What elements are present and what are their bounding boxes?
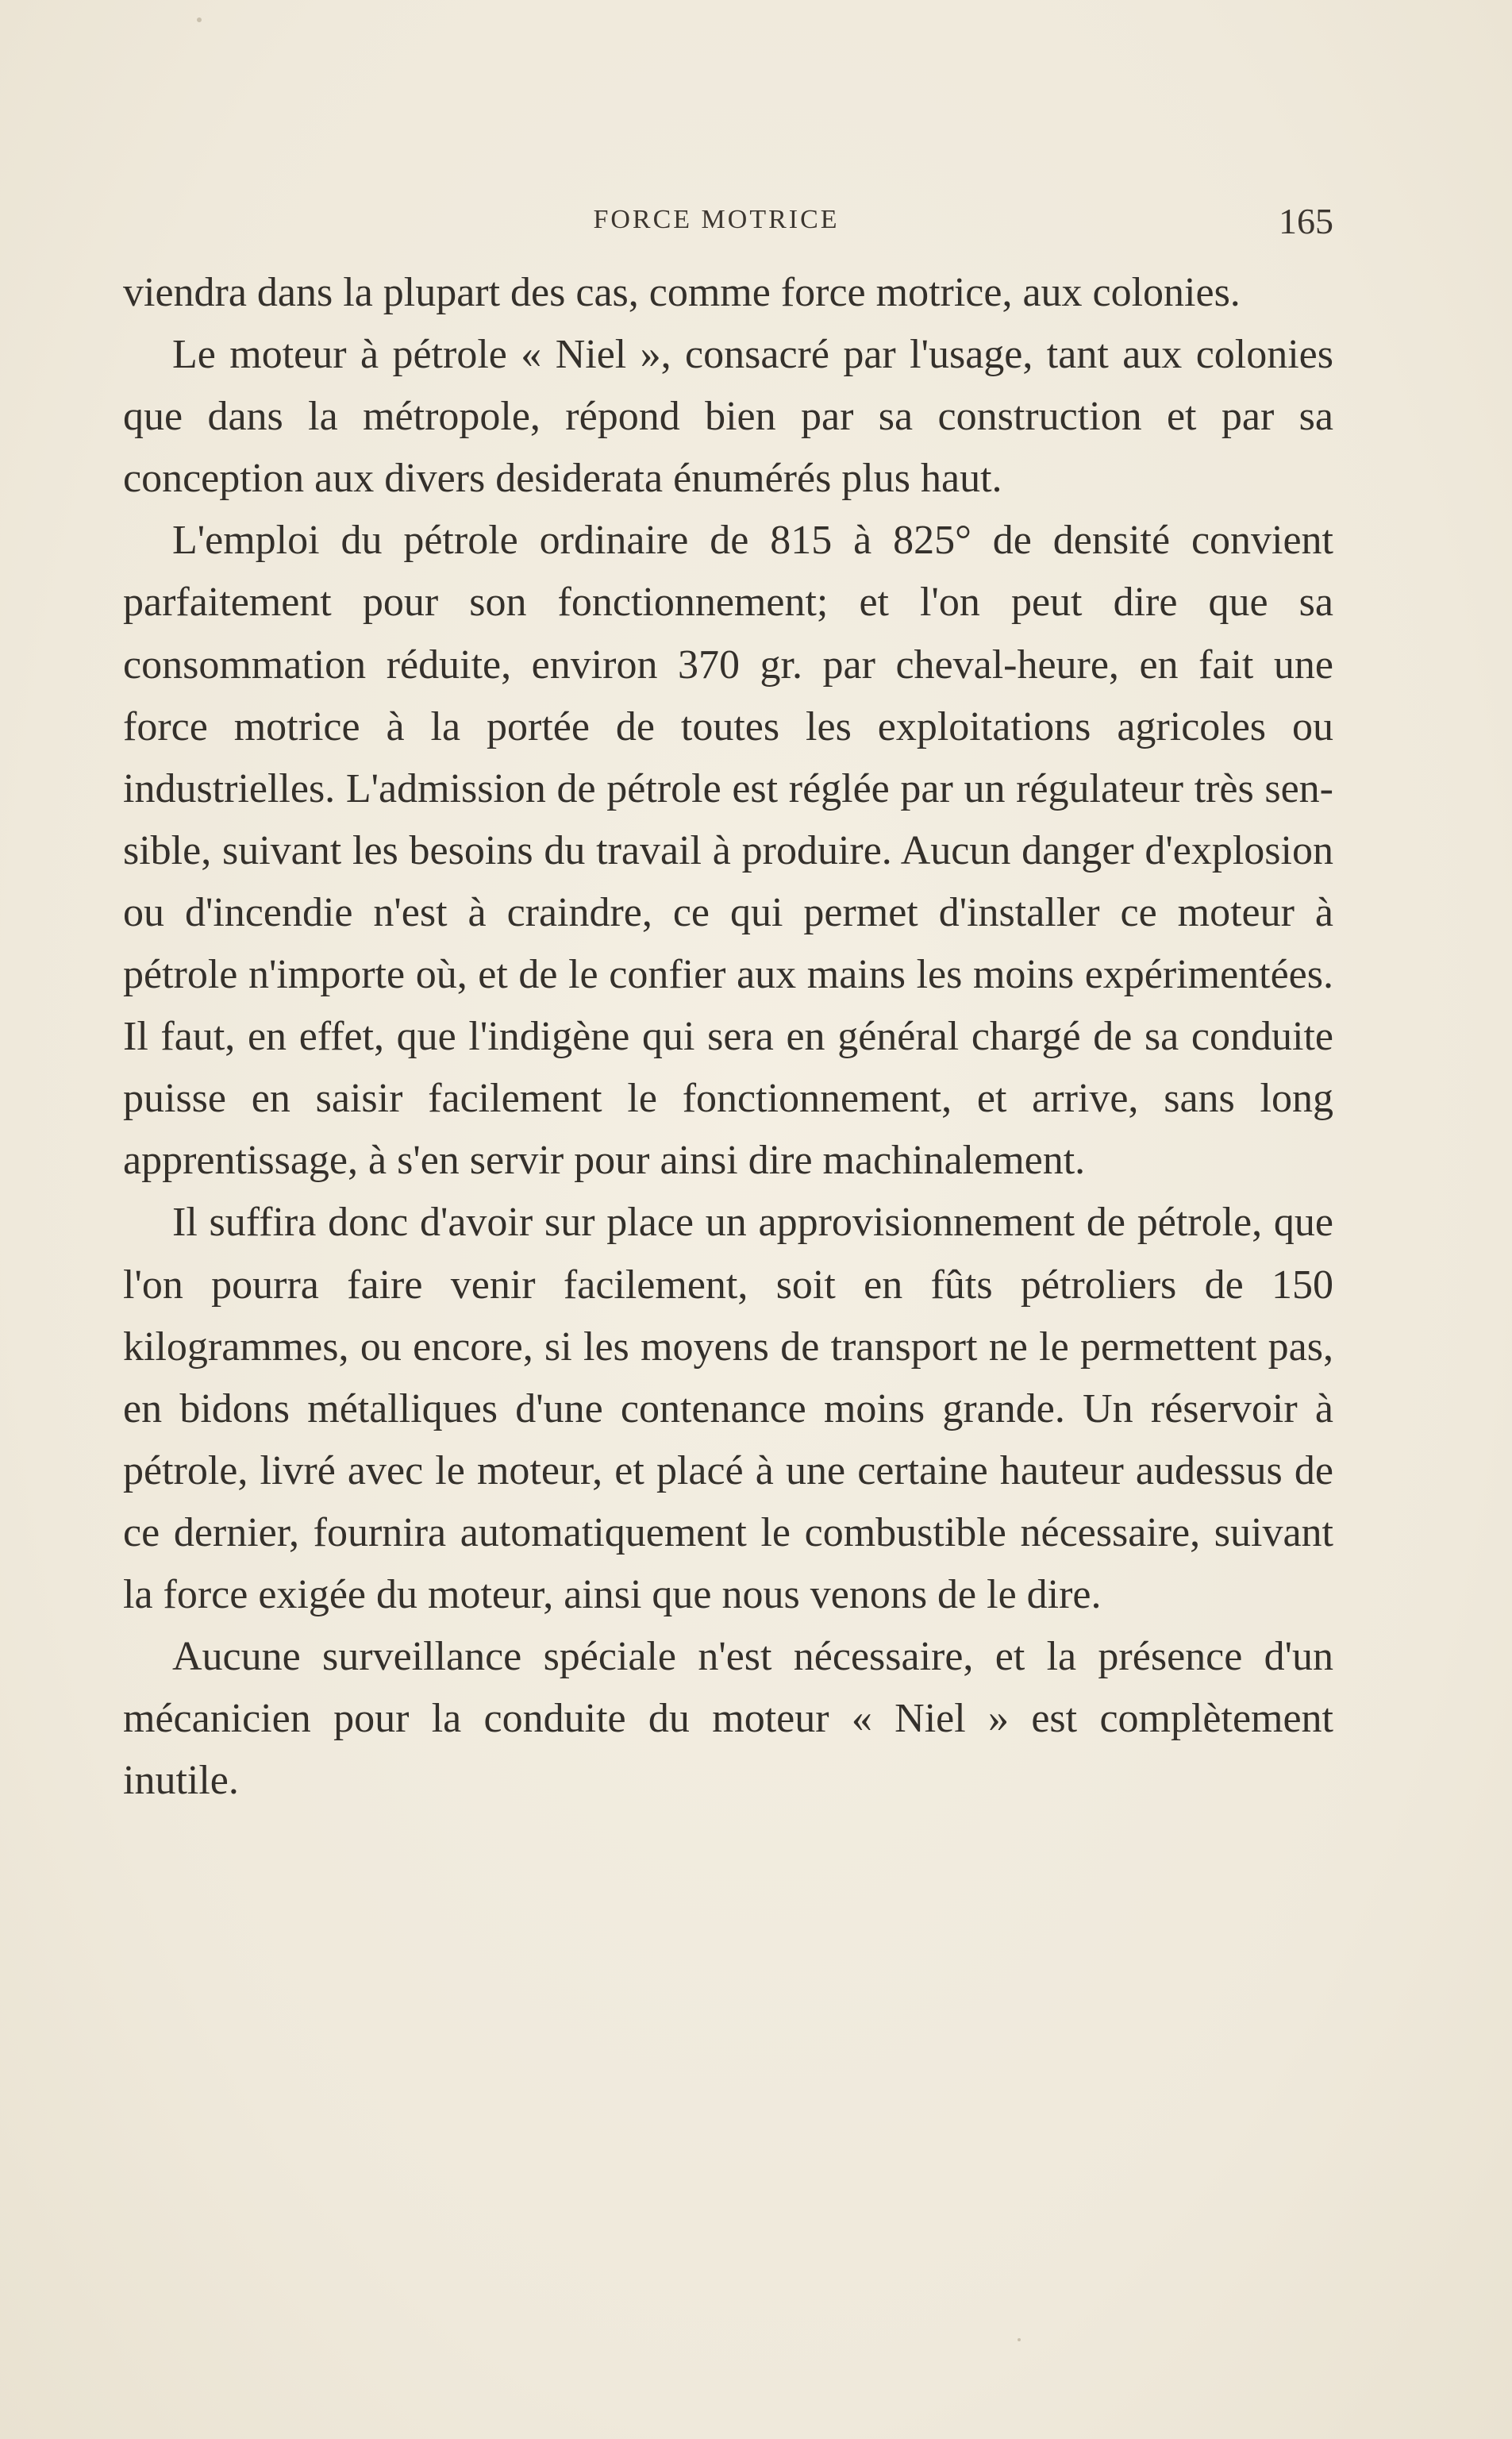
body-text [123,262,1333,1812]
paragraph: Aucune surveillance spéciale n'est nécessaire, et la présence d'un mécanicien pour la conduite du moteur « Niel » est complètement inutile. [123,1634,1333,1804]
paragraph: L'emploi du pétrole ordinaire de 815 à 825° de densité convient parfaitement pour son fonctionnement; et l'on peut dire que sa consommation réduite, environ 370 gr. par cheval-heure, en fait une force motrice à la portée de toutes les exploitations agricoles ou industrielles. L'admission de pétrole est réglée par un régulateur très sensible, suivant les besoins du travail à produire. Aucun danger d'explosion ou d'incendie n'est à craindre, ce qui permet d'installer ce moteur à pétrole n'importe où, et de le confier aux mains les moins expérimentées. Il faut, en effet, que l'indigène qui sera en général chargé de sa conduite puisse en saisir facilement le fonctionnement, et arrive, sans long apprentissage, à s'en servir pour ainsi dire machinalement. [123,518,1333,1184]
page-number: 165 [1279,201,1333,241]
running-title: FORCE MOTRICE [593,205,840,234]
page-speck [197,17,202,22]
page-speck [1018,2338,1021,2341]
page-header [123,197,1333,245]
paragraph: Le moteur à pétrole « Niel », consacré par l'usage, tant aux colonies que dans la métropole, répond bien par sa construction et par sa conception aux divers desiderata énumérés plus haut. [123,332,1333,502]
paragraph: viendra dans la plupart des cas, comme force motrice, aux colonies. [123,270,1241,315]
paragraph: Il suffira donc d'avoir sur place un approvisionnement de pétrole, que l'on pourra faire venir facilement, soit en fûts pétroliers de 150 kilogrammes, ou encore, si les moyens de transport ne le permettent pas, en bidons métalliques d'une contenance moins grande. Un réservoir à pétrole, livré avec le moteur, et placé à une certaine hauteur audessus de ce dernier, fournira automatiquement le combustible nécessaire, suivant la force exigée du moteur, ainsi que nous venons de le dire. [123,1200,1333,1617]
